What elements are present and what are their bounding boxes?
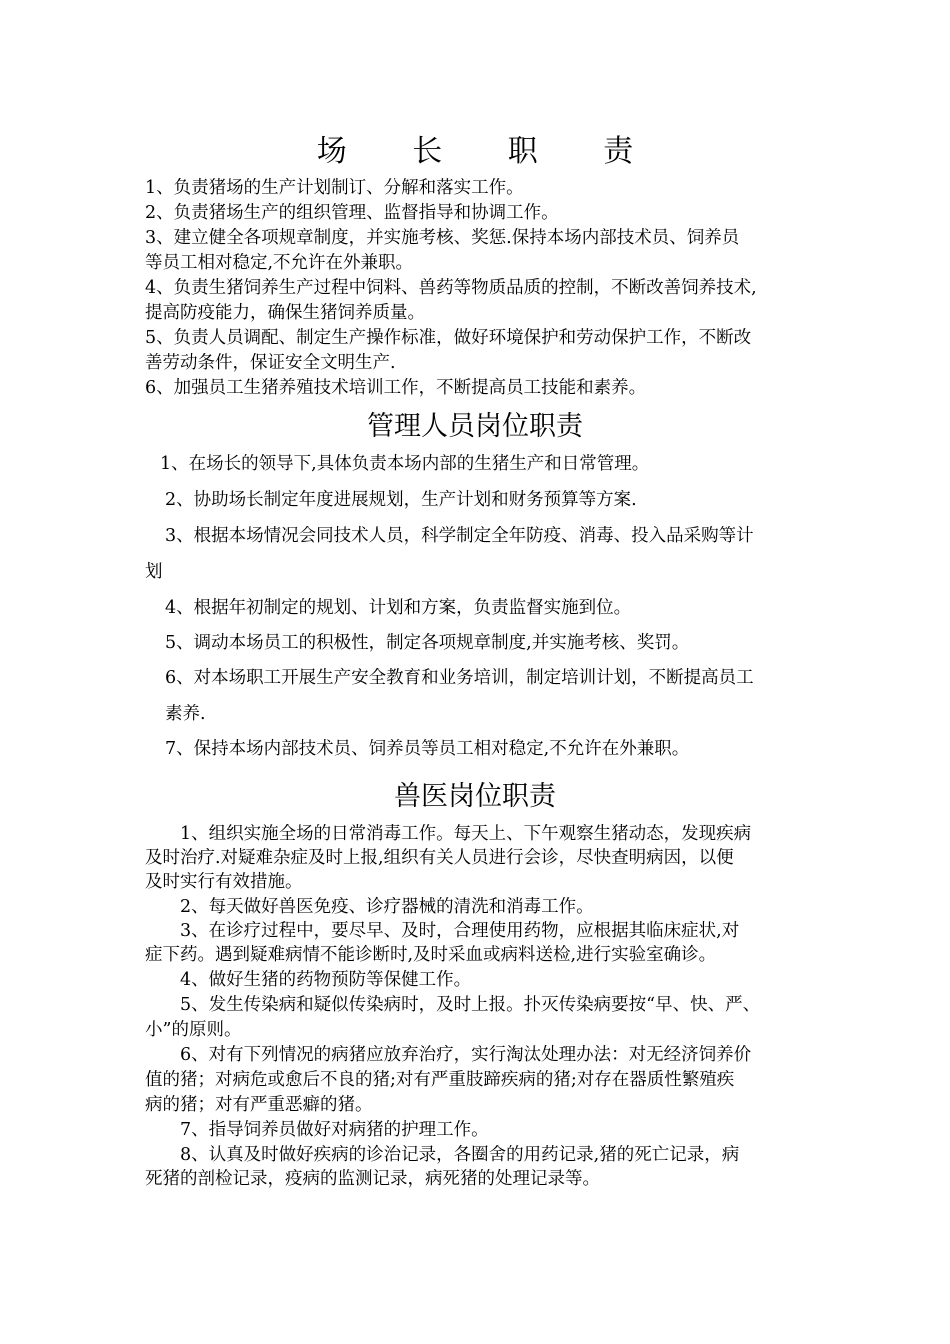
paragraph-line: 3、根据本场情况会同技术人员，科学制定全年防疫、消毒、投入品采购等计 (165, 526, 754, 546)
section-title-veterinarian: 兽医岗位职责 (394, 781, 556, 812)
paragraph-line: 5、调动本场员工的积极性，制定各项规章制度,并实施考核、奖罚。 (165, 633, 690, 653)
paragraph-line: 2、每天做好兽医免疫、诊疗器械的清洗和消毒工作。 (180, 897, 594, 917)
paragraph-line: 值的猪；对病危或愈后不良的猪;对有严重肢蹄疾病的猪;对存在器质性繁殖疾 (145, 1070, 735, 1090)
paragraph-line: 6、对有下列情况的病猪应放弃治疗，实行淘汰处理办法：对无经济饲养价 (180, 1045, 752, 1065)
paragraph-line: 8、认真及时做好疾病的诊治记录，各圈舍的用药记录,猪的死亡记录，病 (180, 1145, 740, 1165)
paragraph-line: 4、负责生猪饲养生产过程中饲料、兽药等物质品质的控制，不断改善饲养技术, (145, 278, 757, 298)
paragraph-line: 3、建立健全各项规章制度，并实施考核、奖惩.保持本场内部技术员、饲养员 (145, 228, 740, 248)
paragraph-line: 7、保持本场内部技术员、饲养员等员工相对稳定,不允许在外兼职。 (165, 739, 690, 759)
paragraph-line: 5、负责人员调配、制定生产操作标准，做好环境保护和劳动保护工作，不断改 (145, 328, 752, 348)
paragraph-line: 及时治疗.对疑难杂症及时上报,组织有关人员进行会诊，尽快查明病因，以便 (145, 848, 734, 868)
paragraph-line: 5、发生传染病和疑似传染病时，及时上报。扑灭传染病要按“早、快、严、 (180, 995, 761, 1015)
section-title-management-staff: 管理人员岗位职责 (367, 411, 583, 442)
paragraph-line: 划 (145, 562, 163, 582)
paragraph-line: 2、协助场长制定年度进展规划，生产计划和财务预算等方案. (165, 490, 637, 510)
paragraph-line: 4、做好生猪的药物预防等保健工作。 (180, 970, 472, 990)
paragraph-line: 等员工相对稳定,不允许在外兼职。 (145, 253, 414, 273)
paragraph-line: 1、在场长的领导下,具体负责本场内部的生猪生产和日常管理。 (160, 454, 650, 474)
paragraph-line: 7、指导饲养员做好对病猪的护理工作。 (180, 1120, 489, 1140)
paragraph-line: 1、负责猪场的生产计划制订、分解和落实工作。 (145, 178, 524, 198)
section-title-farm-manager: 场 长 职 责 (316, 134, 662, 169)
paragraph-line: 2、负责猪场生产的组织管理、监督指导和协调工作。 (145, 203, 559, 223)
paragraph-line: 1、组织实施全场的日常消毒工作。每天上、下午观察生猪动态，发现疾病 (180, 824, 752, 844)
paragraph-line: 善劳动条件，保证安全文明生产. (145, 353, 396, 373)
paragraph-line: 4、根据年初制定的规划、计划和方案，负责监督实施到位。 (165, 598, 632, 618)
paragraph-line: 小”的原则。 (145, 1020, 242, 1040)
paragraph-line: 病的猪；对有严重恶癖的猪。 (145, 1095, 373, 1115)
paragraph-line: 6、加强员工生猪养殖技术培训工作，不断提高员工技能和素养。 (145, 378, 647, 398)
paragraph-line: 素养. (165, 704, 206, 724)
paragraph-line: 提高防疫能力，确保生猪饲养质量。 (145, 303, 425, 323)
paragraph-line: 症下药。遇到疑难病情不能诊断时,及时采血或病料送检,进行实验室确诊。 (145, 945, 717, 965)
paragraph-line: 死猪的剖检记录，疫病的监测记录，病死猪的处理记录等。 (145, 1169, 600, 1189)
paragraph-line: 及时实行有效措施。 (145, 872, 303, 892)
paragraph-line: 3、在诊疗过程中，要尽早、及时，合理使用药物，应根据其临床症状,对 (180, 921, 740, 941)
paragraph-line: 6、对本场职工开展生产安全教育和业务培训，制定培训计划，不断提高员工 (165, 668, 754, 688)
